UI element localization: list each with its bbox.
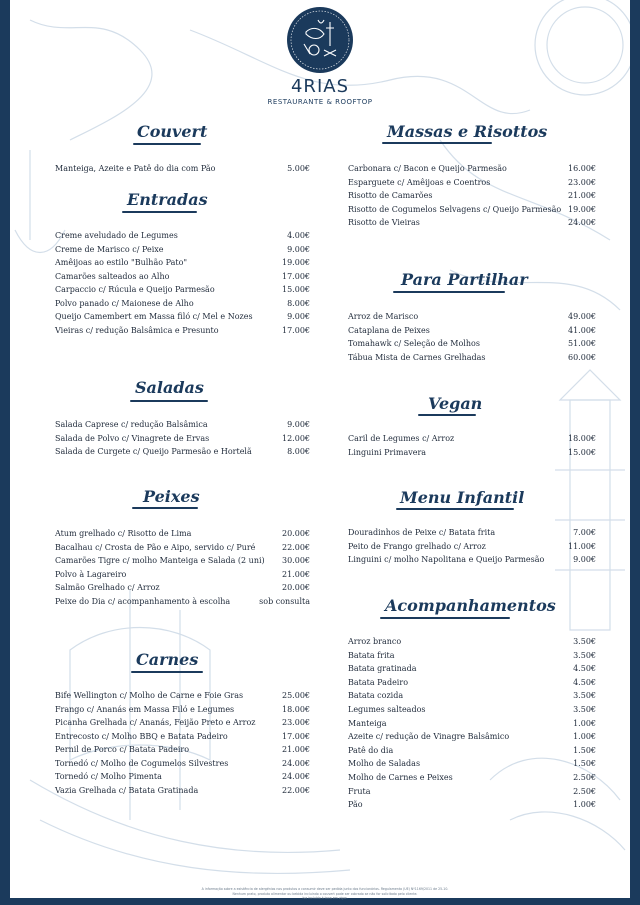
item-name: Patê do dia <box>348 745 394 755</box>
item-price: 2.50€ <box>573 786 596 796</box>
item-price: 24.00€ <box>282 758 310 768</box>
item-price: 15.00€ <box>282 285 310 294</box>
menu-item <box>348 553 596 566</box>
item-price: 20.00€ <box>282 529 310 538</box>
section-title-acompanhamentos: Acompanhamentos <box>385 596 556 615</box>
menu-item <box>348 351 596 364</box>
menu-item <box>55 784 310 797</box>
item-price: 1.50€ <box>573 745 596 755</box>
section-title-entradas: Entradas <box>127 190 208 209</box>
section-underline <box>418 414 476 416</box>
section-underline <box>122 211 197 213</box>
menu-item <box>55 541 310 554</box>
menu-item <box>55 527 310 540</box>
item-name: Risotto de Camarões <box>348 191 433 200</box>
item-name: Camarões salteados ao Alho <box>55 271 170 281</box>
item-name: Fruta <box>348 786 371 796</box>
section-underline <box>382 142 492 144</box>
item-name: Carpaccio c/ Rúcula e Queijo Parmesão <box>55 285 215 294</box>
item-price: 16.00€ <box>568 164 596 173</box>
menu-item <box>348 717 596 730</box>
item-name: Frango c/ Ananás em Massa Filó e Legumes <box>55 704 235 714</box>
menu-item <box>55 256 310 269</box>
menu-item <box>348 189 596 202</box>
menu-item <box>348 432 596 445</box>
item-price: 11.00€ <box>568 541 596 551</box>
item-price: 7.00€ <box>573 528 596 537</box>
menu-item <box>348 798 596 811</box>
section-underline <box>380 617 510 619</box>
section-title-couvert: Couvert <box>137 122 208 141</box>
item-name: Risotto de Vieiras <box>348 218 420 227</box>
item-name: Creme de Marisco c/ Peixe <box>55 244 164 254</box>
menu-item <box>348 176 596 189</box>
item-name: Arroz de Marisco <box>348 312 419 321</box>
item-name: Esparguete c/ Amêijoas e Coentros <box>348 177 491 187</box>
item-price: sob consulta <box>259 596 310 606</box>
menu-item <box>55 243 310 256</box>
item-price: 60.00€ <box>568 353 596 363</box>
item-price: 1.00€ <box>573 732 596 742</box>
menu-item <box>55 743 310 756</box>
item-price: 25.00€ <box>282 691 310 700</box>
item-name: Caril de Legumes c/ Arroz <box>348 434 455 443</box>
item-price: 23.00€ <box>282 718 310 727</box>
menu-item <box>348 203 596 216</box>
item-name: Carbonara c/ Bacon e Queijo Parmesão <box>348 164 507 173</box>
menu-item <box>348 310 596 323</box>
footer-note-vat: Iva incluído à taxa em vigor. <box>302 896 348 900</box>
menu-item <box>55 568 310 581</box>
item-name: Azeite c/ redução de Vinagre Balsâmico <box>348 732 510 742</box>
item-name: Queijo Camembert em Massa filó c/ Mel e Nozes <box>55 312 253 321</box>
menu-item <box>348 662 596 675</box>
item-price: 9.00€ <box>287 420 310 429</box>
item-name: Bacalhau c/ Crosta de Pão e Aipo, servido c/ Puré <box>55 542 256 552</box>
menu-item <box>55 716 310 729</box>
item-name: Tornedó c/ Molho de Cogumelos Silvestres <box>55 758 229 768</box>
menu-item <box>348 771 596 784</box>
item-price: 30.00€ <box>282 556 310 565</box>
item-price: 8.00€ <box>287 447 310 456</box>
menu-item <box>348 337 596 350</box>
item-price: 3.50€ <box>573 637 596 646</box>
item-name: Salada Caprese c/ redução Balsâmica <box>55 420 208 429</box>
menu-item <box>348 649 596 662</box>
menu-item <box>55 445 310 458</box>
menu-item <box>348 703 596 716</box>
menu-item <box>348 785 596 798</box>
menu-item <box>55 283 310 296</box>
item-name: Manteiga, Azeite e Patê do dia com Pão <box>55 164 216 173</box>
section-underline <box>396 508 514 510</box>
item-name: Cataplana de Peixes <box>348 325 430 335</box>
item-price: 18.00€ <box>568 434 596 443</box>
section-title-massas: Massas e Risottos <box>387 122 548 141</box>
item-price: 24.00€ <box>568 218 596 227</box>
item-name: Bife Wellington c/ Molho de Carne e Foie Gras <box>55 691 244 700</box>
item-price: 15.00€ <box>568 447 596 457</box>
menu-item <box>348 162 596 175</box>
item-name: Entrecosto c/ Molho BBQ e Batata Padeiro <box>55 731 228 741</box>
item-price: 22.00€ <box>282 785 310 795</box>
item-name: Manteiga <box>348 718 387 728</box>
menu-item <box>348 676 596 689</box>
item-name: Tomahawk c/ Seleção de Molhos <box>348 339 480 349</box>
item-price: 9.00€ <box>287 312 310 321</box>
section-underline <box>130 400 208 402</box>
item-name: Salada de Curgete c/ Queijo Parmesão e Hortelã <box>55 447 252 456</box>
item-price: 4.00€ <box>287 231 310 240</box>
item-name: Polvo panado c/ Maionese de Alho <box>55 298 194 308</box>
menu-item <box>348 446 596 459</box>
menu-item <box>55 270 310 283</box>
item-price: 21.00€ <box>568 191 596 200</box>
item-price: 3.50€ <box>573 691 596 701</box>
item-name: Batata Padeiro <box>348 677 409 687</box>
menu-item <box>55 581 310 594</box>
footer-note-allergens: A informação sobre a existência de alergénios nos produtos a consumir deve ser pedida junto dos funcionários. Regulamento (UE) Nº1169/2011 de 25-10. <box>201 887 449 891</box>
right-border <box>630 0 640 905</box>
item-name: Peixe do Dia c/ acompanhamento à escolha <box>55 596 231 606</box>
item-name: Creme aveludado de Legumes <box>55 231 178 240</box>
menu-item <box>348 757 596 770</box>
menu-item <box>55 229 310 242</box>
item-price: 9.00€ <box>287 244 310 254</box>
menu-item <box>55 418 310 431</box>
item-name: Peito de Frango grelhado c/ Arroz <box>348 541 486 551</box>
item-price: 3.50€ <box>573 705 596 714</box>
menu-item <box>55 554 310 567</box>
menu-item <box>55 297 310 310</box>
restaurant-logo <box>286 6 354 74</box>
menu-item <box>348 689 596 702</box>
menu-item <box>55 595 310 608</box>
item-name: Molho de Saladas <box>348 759 421 769</box>
item-price: 4.50€ <box>573 677 596 687</box>
section-title-vegan: Vegan <box>428 394 483 413</box>
section-underline <box>131 671 203 673</box>
section-underline <box>132 507 198 509</box>
item-name: Pão <box>348 800 363 810</box>
item-price: 8.00€ <box>287 298 310 308</box>
item-price: 17.00€ <box>282 325 310 335</box>
item-price: 41.00€ <box>568 325 596 335</box>
menu-item <box>55 162 310 175</box>
item-price: 1.00€ <box>573 718 596 728</box>
item-price: 17.00€ <box>282 271 310 281</box>
item-price: 23.00€ <box>568 177 596 187</box>
item-name: Batata frita <box>348 650 395 660</box>
item-price: 19.00€ <box>282 258 310 267</box>
item-name: Camarões Tigre c/ molho Manteiga e Salada (2 uni) <box>55 556 265 565</box>
item-name: Pernil de Porco c/ Batata Padeiro <box>55 745 190 754</box>
item-name: Molho de Carnes e Peixes <box>348 773 453 782</box>
item-price: 2.50€ <box>573 773 596 782</box>
item-price: 5.00€ <box>287 164 310 173</box>
item-price: 51.00€ <box>568 339 596 349</box>
section-title-saladas: Saladas <box>135 378 204 397</box>
brand-subtitle: RESTAURANTE & ROOFTOP <box>267 98 373 106</box>
item-name: Arroz branco <box>348 637 402 646</box>
item-price: 20.00€ <box>282 583 310 592</box>
footer-note-couvert: Nenhum prato, produto alimentar ou bebida incluindo o couvert pode ser cobrado se não for solicitado pelo cliente. <box>232 891 418 896</box>
item-price: 22.00€ <box>282 542 310 552</box>
section-title-peixes: Peixes <box>143 487 200 506</box>
brand-name: 4RIAS <box>290 76 349 97</box>
section-underline <box>393 291 505 293</box>
menu-item <box>55 757 310 770</box>
item-price: 9.00€ <box>573 555 596 564</box>
section-underline <box>133 143 201 145</box>
menu-item <box>348 324 596 337</box>
menu-item <box>55 432 310 445</box>
item-price: 1.00€ <box>573 800 596 810</box>
item-name: Batata cozida <box>348 691 404 701</box>
item-name: Tornedó c/ Molho Pimenta <box>55 772 162 781</box>
item-price: 24.00€ <box>282 772 310 781</box>
menu-item <box>55 310 310 323</box>
menu-item <box>348 540 596 553</box>
item-name: Polvo à Lagareiro <box>55 569 127 579</box>
menu-item <box>348 526 596 539</box>
item-price: 17.00€ <box>282 731 310 741</box>
item-name: Douradinhos de Peixe c/ Batata frita <box>348 528 496 537</box>
item-name: Linguini Primavera <box>348 447 427 457</box>
item-name: Batata gratinada <box>348 664 417 674</box>
left-border <box>0 0 10 905</box>
item-price: 49.00€ <box>568 312 596 321</box>
item-price: 21.00€ <box>282 569 310 579</box>
section-title-partilhar: Para Partilhar <box>401 270 528 289</box>
menu-item <box>55 770 310 783</box>
menu-item <box>55 730 310 743</box>
item-price: 19.00€ <box>568 204 596 214</box>
section-title-infantil: Menu Infantil <box>400 488 525 507</box>
item-name: Atum grelhado c/ Risotto de Lima <box>55 529 192 538</box>
menu-item <box>348 744 596 757</box>
item-price: 21.00€ <box>282 745 310 754</box>
item-name: Tábua Mista de Carnes Grelhadas <box>348 353 486 363</box>
item-name: Linguini c/ molho Napolitana e Queijo Parmesão <box>348 555 545 564</box>
menu-item <box>55 703 310 716</box>
item-name: Vazia Grelhada c/ Batata Gratinada <box>55 785 199 795</box>
section-title-carnes: Carnes <box>136 650 199 669</box>
item-name: Picanha Grelhada c/ Ananás, Feijão Preto e Arroz <box>55 718 256 727</box>
menu-item <box>348 635 596 648</box>
item-name: Salmão Grelhado c/ Arroz <box>55 583 160 592</box>
item-price: 3.50€ <box>573 650 596 660</box>
menu-item <box>348 730 596 743</box>
item-price: 4.50€ <box>573 664 596 674</box>
item-price: 12.00€ <box>282 433 310 443</box>
item-name: Salada de Polvo c/ Vinagrete de Ervas <box>55 433 210 443</box>
item-name: Risotto de Cogumelos Selvagens c/ Queijo Parmesão <box>348 204 562 214</box>
item-name: Vieiras c/ redução Balsâmica e Presunto <box>55 325 219 335</box>
item-name: Legumes salteados <box>348 705 426 714</box>
item-price: 18.00€ <box>282 704 310 714</box>
menu-item <box>55 689 310 702</box>
item-price: 1.50€ <box>573 759 596 769</box>
menu-item <box>348 216 596 229</box>
menu-item <box>55 324 310 337</box>
item-name: Amêijoas ao estilo "Bulhão Pato" <box>55 258 188 267</box>
